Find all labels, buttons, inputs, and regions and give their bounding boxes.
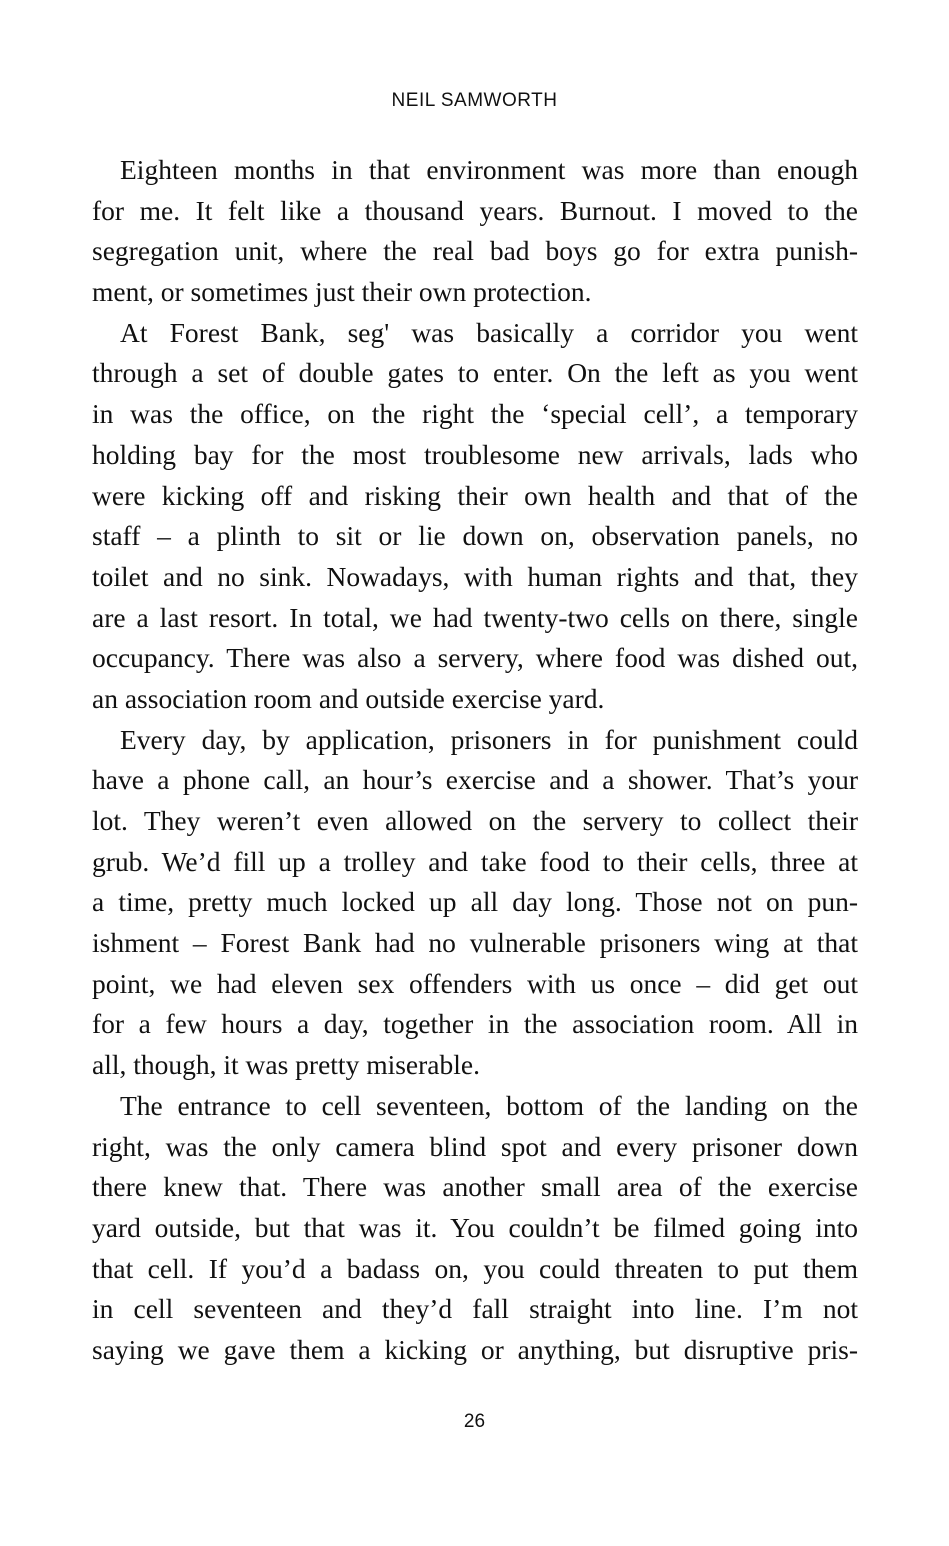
text-line: in was the office, on the right the ‘special cell’, a temporary (92, 398, 858, 430)
text-line: Eighteen months in that environment was more than enough (120, 154, 858, 185)
page-number: 26 (463, 1411, 486, 1432)
text-line: yard outside, but that was it. You couldn’t be filmed going into (92, 1211, 858, 1243)
text-line: all, though, it was pretty miserable. (92, 1049, 480, 1081)
text-line: there knew that. There was another small area of the exercise (92, 1171, 858, 1203)
text-line: segregation unit, where the real bad boys go for extra punish- (92, 235, 858, 267)
text-line: have a phone call, an hour’s exercise and a shower. That’s your (92, 764, 858, 796)
body-text (92, 150, 858, 1371)
text-line: lot. They weren’t even allowed on the servery to collect their (92, 805, 858, 836)
text-line: saying we gave them a kicking or anything, but disruptive pris- (92, 1333, 858, 1365)
text-line: point, we had eleven sex offenders with us once – did get out (92, 967, 858, 999)
text-line: The entrance to cell seventeen, bottom of the landing on the (120, 1089, 858, 1121)
text-line: through a set of double gates to enter. On the left as you went (92, 357, 858, 389)
text-line: toilet and no sink. Nowadays, with human rights and that, they (92, 560, 858, 592)
text-line: right, was the only camera blind spot and every prisoner down (92, 1130, 858, 1162)
text-line: a time, pretty much locked up all day long. Those not on pun- (92, 886, 858, 918)
text-line: At Forest Bank, seg' was basically a corridor you went (120, 316, 858, 348)
text-line: for me. It felt like a thousand years. Burnout. I moved to the (92, 194, 858, 226)
text-line: in cell seventeen and they’d fall straight into line. I’m not (92, 1293, 858, 1325)
text-line: staff – a plinth to sit or lie down on, observation panels, no (92, 520, 858, 552)
text-line: for a few hours a day, together in the association room. All in (92, 1008, 858, 1040)
text-line: that cell. If you’d a badass on, you could threaten to put them (92, 1252, 858, 1284)
text-line: Every day, by application, prisoners in for punishment could (120, 723, 858, 755)
text-line: ment, or sometimes just their own protection. (92, 276, 592, 308)
text-line: grub. We’d fill up a trolley and take food to their cells, three at (92, 845, 858, 877)
text-line: were kicking off and risking their own health and that of the (92, 479, 858, 511)
text-line: occupancy. There was also a servery, where food was dished out, (92, 642, 858, 674)
running-head: NEIL SAMWORTH (391, 90, 558, 111)
text-line: an association room and outside exercise yard. (92, 682, 605, 714)
text-line: holding bay for the most troublesome new arrivals, lads who (92, 438, 858, 470)
text-line: ishment – Forest Bank had no vulnerable prisoners wing at that (92, 927, 858, 959)
text-line: are a last resort. In total, we had twenty-two cells on there, single (92, 601, 858, 633)
